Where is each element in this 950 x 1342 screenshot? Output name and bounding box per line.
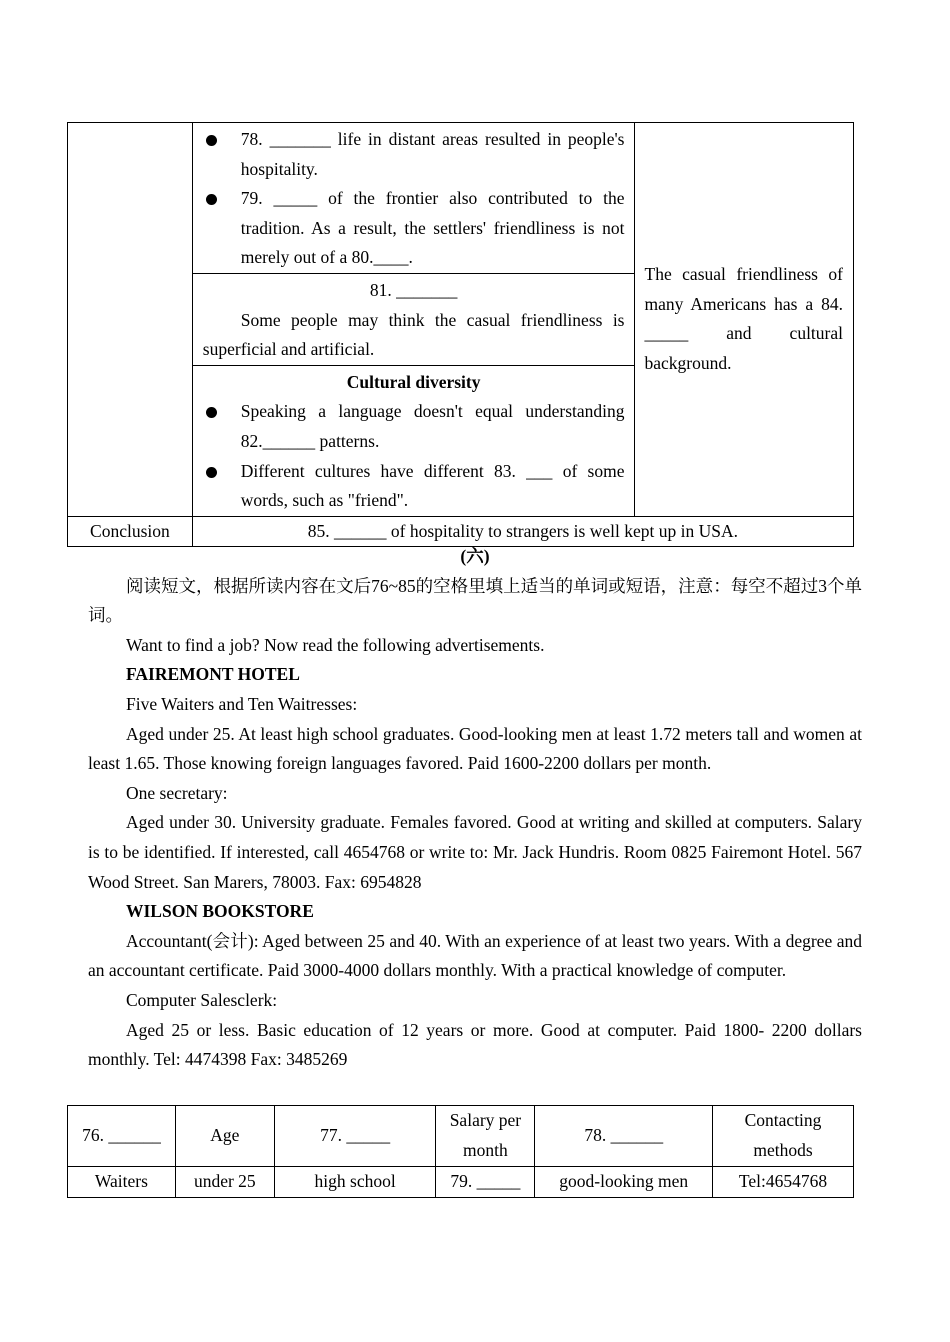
table-cell: high school	[274, 1167, 436, 1198]
table-cell: Tel:4654768	[713, 1167, 854, 1198]
ad2-job1-detail: Accountant(会计): Aged between 25 and 40. With an experience of at least two years. With a degree and an accountant certificate. Paid 3000-4000 dollars monthly. With a practical knowledge of computer.	[88, 930, 862, 981]
ad2-job2: Computer Salesclerk:	[126, 989, 278, 1010]
ad1-title: FAIREMONT HOTEL	[126, 664, 300, 685]
table-row	[68, 1167, 854, 1198]
empty-label-cell	[68, 123, 193, 517]
ad2-job2-detail: Aged 25 or less. Basic education of 12 years or more. Good at computer. Paid 1800- 2200 dollars monthly. Tel: 4474398 Fax: 3485269	[88, 1019, 862, 1070]
table-cell: good-looking men	[535, 1167, 713, 1198]
header-cell: 78. ______	[535, 1106, 713, 1167]
table-cell: under 25	[175, 1167, 274, 1198]
bullet-icon	[203, 125, 241, 184]
ad1-job2: One secretary:	[126, 782, 228, 803]
bullet-item	[203, 397, 625, 456]
ad2-title: WILSON BOOKSTORE	[126, 901, 314, 922]
header-cell: Contacting methods	[713, 1106, 854, 1167]
bullet-item	[203, 457, 625, 516]
ad1-job1-detail: Aged under 25. At least high school graduates. Good-looking men at least 1.72 meters tall and women at least 1.65. Those knowing foreign languages favored. Paid 1600-2200 dollars per month.	[88, 723, 862, 774]
ad1-job1: Five Waiters and Ten Waitresses:	[126, 693, 358, 714]
bullet-text: 79. _____ of the frontier also contributed to the tradition. As a result, the settlers' friendliness is not merely out of a 80.____.	[240, 188, 625, 268]
section-c-cell	[192, 365, 634, 516]
bullet-text: Speaking a language doesn't equal understanding 82.______ patterns.	[240, 401, 625, 451]
header-cell: Salary per month	[436, 1106, 535, 1167]
bullet-icon	[203, 457, 241, 516]
bullet-icon	[203, 397, 241, 456]
table-cell: 79. _____	[436, 1167, 535, 1198]
ad1-job2-detail: Aged under 30. University graduate. Females favored. Good at writing and skilled at computers. Salary is to be identified. If interested, call 4654768 or write to: Mr. Jack Hundris. Room 0825 Fairemont Hotel. 567 Wood Street. San Marers, 78003. Fax: 6954828	[88, 812, 862, 892]
bullet-text: 78. _______ life in distant areas resulted in people's hospitality.	[240, 129, 625, 179]
bullet-item	[203, 184, 625, 273]
bullet-item	[203, 125, 625, 184]
section-b-text: Some people may think the casual friendliness is superficial and artificial.	[202, 309, 625, 360]
header-cell: 76. ______	[68, 1106, 176, 1167]
summary-text: The casual friendliness of many Americans has a 84. _____ and cultural background.	[644, 264, 843, 373]
bullet-text: Different cultures have different 83. ___ of some words, such as "friend".	[240, 460, 625, 511]
section-c-title: Cultural diversity	[346, 371, 481, 392]
intro: Want to find a job? Now read the following advertisements.	[126, 634, 545, 655]
bullet-icon	[203, 184, 241, 273]
summary-cell	[634, 123, 854, 517]
summary-table	[67, 122, 854, 547]
header-cell: 77. _____	[274, 1106, 436, 1167]
header-cell: Age	[175, 1106, 274, 1167]
section-b-title: 81. _______	[369, 279, 458, 300]
table-header-row	[68, 1106, 854, 1167]
table-cell: Waiters	[68, 1167, 176, 1198]
conclusion-label: Conclusion	[68, 516, 193, 547]
section-b-cell	[192, 273, 634, 365]
section-number: (六)	[460, 546, 490, 566]
conclusion-text: 85. ______ of hospitality to strangers is well kept up in USA.	[192, 516, 853, 547]
answer-table	[67, 1105, 854, 1198]
section-a-cell	[192, 123, 634, 274]
reading-passage	[88, 542, 862, 1075]
instruction: 阅读短文，根据所读内容在文后76~85的空格里填上适当的单词或短语，注意：每空不超过3个单词。	[88, 575, 862, 626]
